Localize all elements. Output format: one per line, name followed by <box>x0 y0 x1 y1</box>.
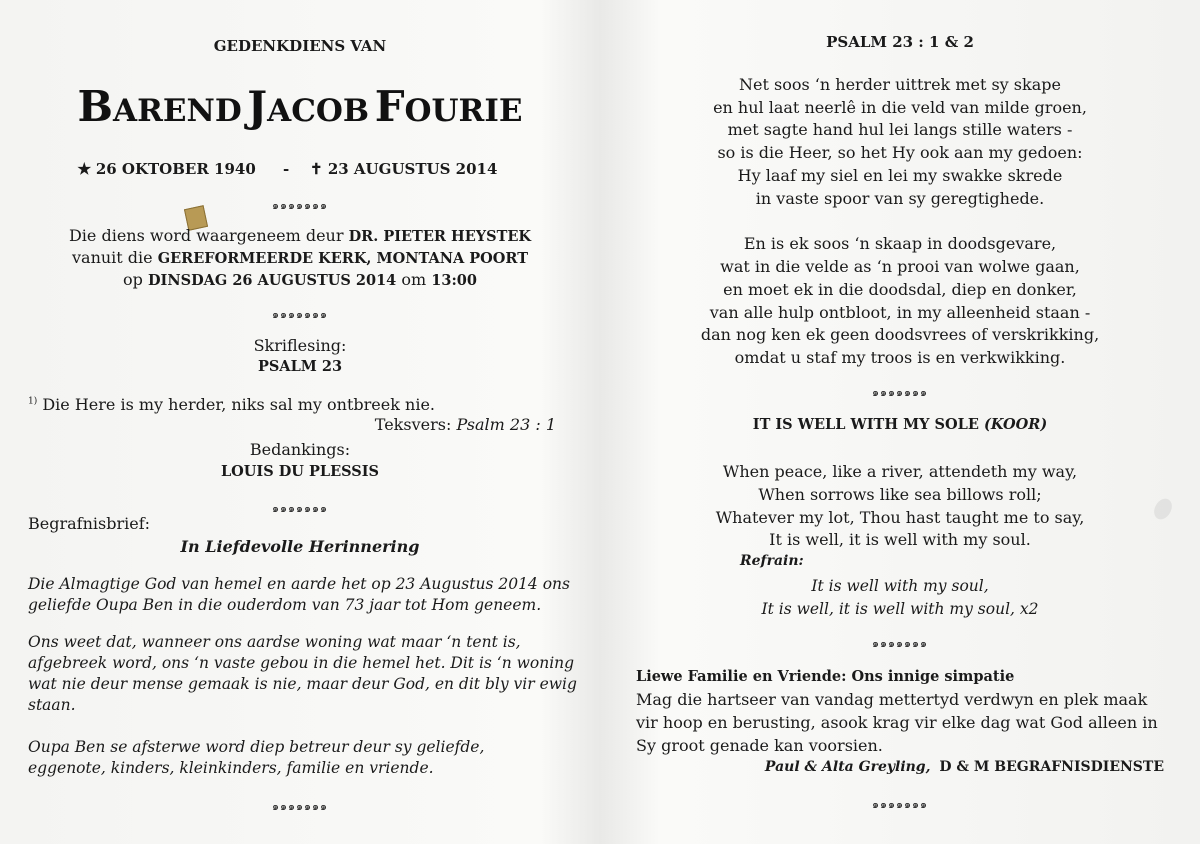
refrain-line: It is well, it is well with my soul, x2 <box>761 600 1039 618</box>
middle-name: JACOB <box>247 82 370 131</box>
stanza-line: so is die Heer, so het Hy ook aan my gedoen: <box>717 143 1083 162</box>
stanza-line: en hul laat neerlê in die veld van milde groen, <box>713 98 1087 117</box>
stanza-line: in vaste spoor van sy geregtighede. <box>755 189 1045 208</box>
hymn-line: When peace, like a river, attendeth my way, <box>722 462 1078 481</box>
paragraph-line: Die Almagtige God van hemel en aarde het op 23 Augustus 2014 ons <box>28 575 570 593</box>
ornament-divider: ๑๑๑๑๑๑๑ <box>272 502 328 515</box>
memorial-heading: GEDENKDIENS VAN <box>213 37 387 55</box>
hymn-line: When sorrows like sea billows roll; <box>758 485 1042 504</box>
stanza-line: van alle hulp ontbloot, in my alleenheid staan - <box>709 303 1091 322</box>
first-name: BAREND <box>77 82 242 131</box>
hymn-line: Whatever my lot, Thou hast taught me to say, <box>715 508 1085 527</box>
signature: Paul & Alta Greyling, D & M BEGRAFNISDIENSTE <box>764 759 1164 775</box>
service-line-3: op DINSDAG 26 AUGUSTUS 2014 om 13:00 <box>123 270 477 289</box>
hymn-title: IT IS WELL WITH MY SOLE (KOOR) <box>752 416 1048 433</box>
stanza-line: wat in die velde as ‘n prooi van wolwe gaan, <box>720 257 1080 276</box>
stanza-line: Hy laaf my siel en lei my swakke skrede <box>737 166 1063 185</box>
paragraph-line: eggenote, kinders, kleinkinders, familie en vriende. <box>28 759 434 777</box>
paragraph-line: staan. <box>28 696 76 714</box>
stanza-line: en moet ek in die doodsdal, diep en donker, <box>723 280 1077 299</box>
surname: FOURIE <box>374 82 523 131</box>
paragraph-line: wat nie deur mense gemaak is nie, maar deur God, en dit bly vir ewig <box>28 675 577 693</box>
refrain-label: Refrain: <box>740 553 804 569</box>
letter-title: In Liefdevolle Herinnering <box>180 537 420 556</box>
verse-line: $^{1)}$ Die Here is my herder, niks sal my ontbreek nie. <box>28 395 435 414</box>
thanks-value: LOUIS DU PLESSIS <box>220 463 380 480</box>
stanza-line: met sagte hand hul lei langs stille waters - <box>727 120 1073 139</box>
psalm-title: PSALM 23 : 1 & 2 <box>826 33 974 51</box>
stanza-line: omdat u staf my troos is en verkwikking. <box>734 348 1066 367</box>
sympathy-title: Liewe Familie en Vriende: Ons innige simpatie <box>636 668 1015 685</box>
ornament-divider: ๑๑๑๑๑๑๑ <box>872 637 928 650</box>
letter-label: Begrafnisbrief: <box>28 514 150 533</box>
sympathy-line: vir hoop en berusting, asook krag vir elke dag wat God alleen in <box>636 713 1158 732</box>
death-date: ✝ 23 AUGUSTUS 2014 <box>310 160 498 178</box>
paragraph-line: afgebreek word, ons ‘n vaste gebou in die hemel het. Dit is ‘n woning <box>28 654 575 672</box>
paragraph-line: geliefde Oupa Ben in die ouderdom van 73 jaar tot Hom geneem. <box>28 596 542 614</box>
ornament-divider: ๑๑๑๑๑๑๑ <box>272 199 328 212</box>
sympathy-line: Mag die hartseer van vandag mettertyd verdwyn en plek maak <box>636 690 1148 709</box>
paragraph-line: Ons weet dat, wanneer ons aardse woning wat maar ‘n tent is, <box>28 633 521 651</box>
star-icon: ✭ <box>78 160 91 178</box>
hymn-line: It is well, it is well with my soul. <box>769 530 1031 549</box>
thanks-label: Bedankings: <box>249 440 351 459</box>
reading-label: Skriflesing: <box>253 336 347 355</box>
ornament-divider: ๑๑๑๑๑๑๑ <box>872 386 928 399</box>
reading-value: PSALM 23 <box>257 358 343 375</box>
teksvers: Teksvers: Psalm 23 : 1 <box>374 415 556 434</box>
sympathy-line: Sy groot genade kan voorsien. <box>636 736 883 755</box>
deceased-name <box>0 82 600 131</box>
paragraph-line: Oupa Ben se afsterwe word diep betreur deur sy geliefde, <box>28 738 485 756</box>
service-line-2: vanuit die GEREFORMEERDE KERK, MONTANA POORT <box>71 248 529 267</box>
cross-icon: ✝ <box>310 160 323 178</box>
stanza-line: En is ek soos ‘n skaap in doodsgevare, <box>743 234 1057 253</box>
right-page <box>600 0 1200 844</box>
ornament-divider: ๑๑๑๑๑๑๑ <box>272 308 328 321</box>
ornament-divider: ๑๑๑๑๑๑๑ <box>872 798 928 811</box>
refrain-line: It is well with my soul, <box>811 577 989 595</box>
service-line-1: Die diens word waargeneem deur DR. PIETER HEYSTEK <box>68 226 532 245</box>
stanza-line: Net soos ‘n herder uittrek met sy skape <box>739 75 1061 94</box>
ornament-divider: ๑๑๑๑๑๑๑ <box>272 800 328 813</box>
date-separator: - <box>283 160 290 178</box>
stanza-line: dan nog ken ek geen doodsvrees of verskrikking, <box>700 325 1100 344</box>
birth-date: ✭ 26 OKTOBER 1940 <box>78 160 256 178</box>
